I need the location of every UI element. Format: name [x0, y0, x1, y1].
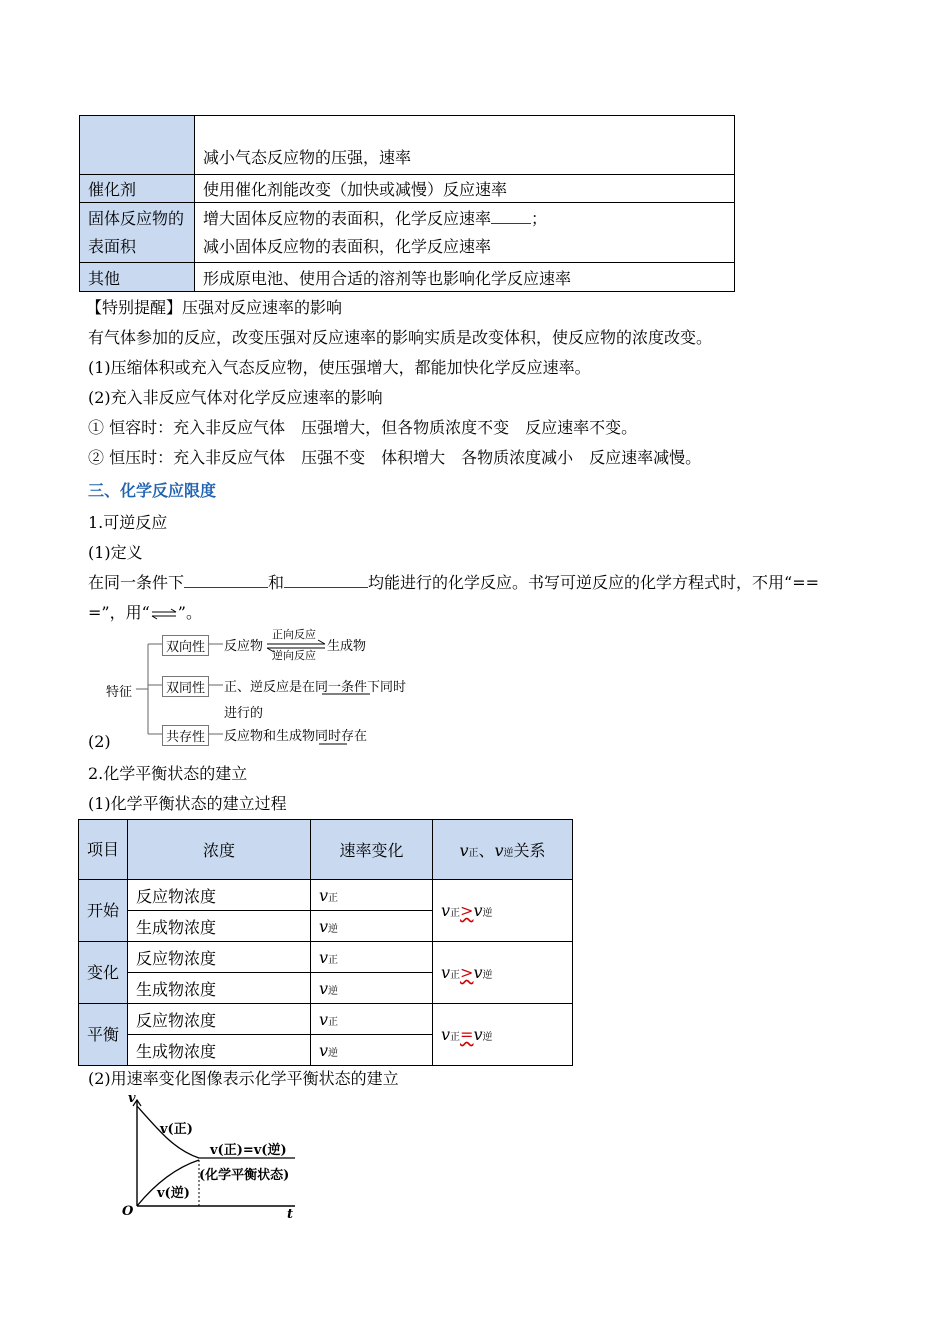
- features-root: 特征: [106, 685, 133, 700]
- relation-cell: v正=v逆: [433, 1004, 573, 1066]
- subheading: (2)用速率变化图像表示化学平衡状态的建立: [88, 1069, 399, 1088]
- subheading: (2): [88, 732, 111, 751]
- factor-cell: 其他: [80, 263, 195, 292]
- factor-cell: 固体反应物的表面积: [80, 203, 195, 263]
- paragraph: 有气体参加的反应，改变压强对反应速率的影响实质是改变体积，使反应物的浓度改变。: [88, 328, 713, 347]
- paragraph: (2)充入非反应气体对化学反应速率的影响: [88, 388, 383, 407]
- header-conc: 浓度: [128, 820, 311, 880]
- answer-blank[interactable]: [184, 587, 268, 588]
- reverse-rate-label: v(逆): [157, 1186, 190, 1201]
- stage-cell: 平衡: [79, 1004, 128, 1066]
- factor-desc: 减小气态反应物的压强，速率: [195, 116, 735, 175]
- arrow-label-bottom: 逆向反应: [272, 649, 316, 662]
- subheading: 1.可逆反应: [88, 513, 168, 532]
- answer-blank[interactable]: [491, 223, 531, 224]
- factor-cell: [80, 116, 195, 175]
- answer-blank[interactable]: [284, 587, 368, 588]
- subheading: 2.化学平衡状态的建立: [88, 764, 248, 783]
- factor-desc: 形成原电池、使用合适的溶剂等也影响化学反应速率: [195, 263, 735, 292]
- relation-cell: v正>v逆: [433, 942, 573, 1004]
- equal-rate-label: v(正)=v(逆): [210, 1143, 287, 1158]
- definition-line: 在同一条件下 和 均能进行的化学反应。书写可逆反应的化学方程式时，不用“==: [88, 573, 820, 592]
- conc-cell: 生成物浓度: [128, 911, 311, 942]
- header-relation: v正、v逆关系: [433, 820, 573, 880]
- header-item: 项目: [79, 820, 128, 880]
- rate-cell: v逆: [311, 973, 433, 1004]
- rate-cell: v正: [311, 1004, 433, 1035]
- stage-cell: 开始: [79, 880, 128, 942]
- relation-cell: v正>v逆: [433, 880, 573, 942]
- rate-graph-plot: [115, 1092, 315, 1227]
- arrow-label-top: 正向反应: [272, 628, 316, 641]
- factor-desc: 使用催化剂能改变（加快或减慢）反应速率: [195, 175, 735, 203]
- subheading: (1)定义: [88, 543, 143, 562]
- factors-table: [79, 115, 735, 292]
- conc-cell: 生成物浓度: [128, 973, 311, 1004]
- rate-cell: v正: [311, 880, 433, 911]
- paragraph: ① 恒容时：充入非反应气体 压强增大，但各物质浓度不变 反应速率不变。: [88, 418, 638, 437]
- origin-label: O: [122, 1204, 134, 1219]
- equilibrium-note: (化学平衡状态): [199, 1168, 290, 1183]
- conc-cell: 反应物浓度: [128, 942, 311, 973]
- feature-text: 正、逆反应是在同一条件下同时: [224, 680, 407, 695]
- features-diagram: [100, 628, 440, 748]
- paragraph: (1)压缩体积或充入气态反应物，使压强增大，都能加快化学反应速率。: [88, 358, 591, 377]
- factor-cell: 催化剂: [80, 175, 195, 203]
- forward-rate-label: v(正): [160, 1122, 193, 1137]
- feature-same-condition: 双同性: [162, 676, 209, 697]
- rate-cell: v逆: [311, 1035, 433, 1066]
- feature-text: 反应物和生成物同时存在: [224, 729, 368, 744]
- y-axis-label: v: [128, 1091, 136, 1106]
- subheading: (1)化学平衡状态的建立过程: [88, 794, 287, 813]
- conc-cell: 生成物浓度: [128, 1035, 311, 1066]
- equilibrium-table: [78, 819, 573, 1066]
- paragraph: ② 恒压时：充入非反应气体 压强不变 体积增大 各物质浓度减小 反应速率减慢。: [88, 448, 702, 467]
- stage-cell: 变化: [79, 942, 128, 1004]
- rate-graph: [115, 1092, 315, 1227]
- factor-desc: 增大固体反应物的表面积，化学反应速率 ； 减小固体反应物的表面积，化学反应速率: [195, 203, 735, 263]
- conc-cell: 反应物浓度: [128, 1004, 311, 1035]
- feature-coexist: 共存性: [162, 725, 209, 746]
- conc-cell: 反应物浓度: [128, 880, 311, 911]
- rate-cell: v逆: [311, 911, 433, 942]
- rate-cell: v正: [311, 942, 433, 973]
- reversible-arrow-icon: [150, 608, 178, 620]
- tip-title: 【特别提醒】压强对反应速率的影响: [86, 298, 343, 317]
- feature-text: 进行的: [224, 706, 264, 721]
- section-heading: 三、化学反应限度: [88, 481, 217, 500]
- feature-text: 反应物: [224, 639, 264, 654]
- header-rate: 速率变化: [311, 820, 433, 880]
- feature-bidirectional: 双向性: [162, 635, 209, 656]
- definition-line: =”，用“ ”。: [88, 603, 202, 622]
- feature-text: 生成物: [327, 639, 367, 654]
- x-axis-label: t: [287, 1207, 294, 1222]
